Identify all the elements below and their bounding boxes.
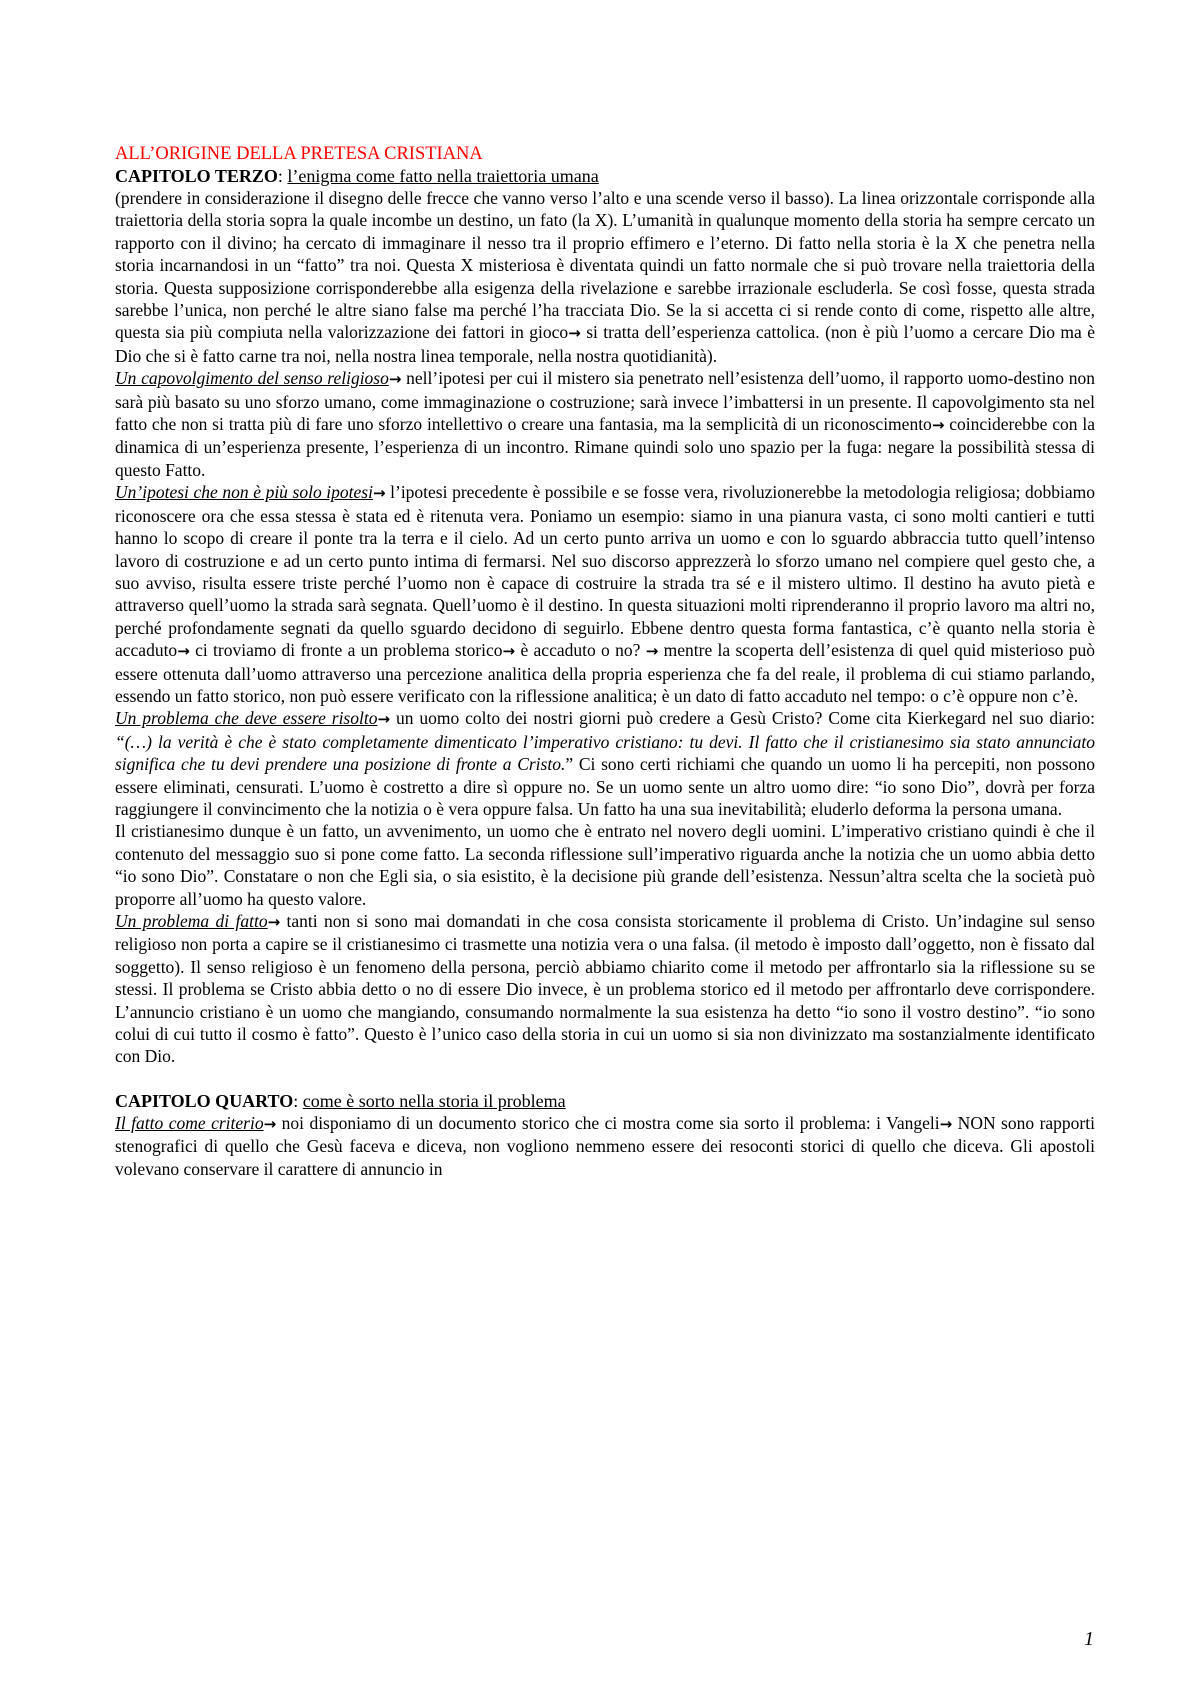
paragraph-text: NON sono rapporti stenografici di quello che Gesù faceva e diceva, non vogliono nemmeno essere dei resoconti storici di quello che diceva. Gli apostoli volevano conservare il carattere di annuncio in	[115, 1112, 1095, 1179]
chapter-four-heading	[115, 1090, 1095, 1112]
arrow-icon: →	[939, 1114, 953, 1133]
arrow-icon: →	[568, 324, 581, 343]
chapter-separator: :	[277, 166, 288, 186]
paragraph-text: mentre la scoperta dell’esistenza di quel quid misterioso può essere ottenuta dall’uomo attraverso una percezione analitica della propria esperienza che fa del reale, il problema di cui stiamo parlando, essendo un fatto storico, non può essere verificato con la riflessione analitica; è un dato di fatto accaduto nel tempo: o c’è oppure non c’è.	[115, 640, 1095, 706]
page-number: 1	[1084, 1628, 1094, 1650]
paragraph-text: ” Ci sono certi richiami che quando un uomo li ha percepiti, non possono essere eliminati, censurati. L’uomo è costretto a dire sì oppure no. Se un uomo sente un altro uomo dire: “io sono Dio”, dovrà per forza raggiungere il convincimento che la notizia o è vera oppure falsa. Un fatto ha una sua inevitabilità; eluderlo deforma la persona umana.	[115, 754, 1095, 819]
paragraph-text: (prendere in considerazione il disegno delle frecce che vanno verso l’alto e una scende verso il basso). La linea orizzontale corrisponde alla traiettoria della storia sopra la quale incombe un destino, un fato (la X). L’umanità in qualunque momento della storia ha sempre cercato un rapporto con il divino; ha cercato di immaginare il nesso tra il proprio effimero e l’eterno. Di fatto nella storia è la X che penetra nella storia incarnandosi in un “fatto” tra noi. Questa X misteriosa è diventata quindi un fatto normale che si può trovare nella traiettoria della storia. Questa supposizione corrisponderebbe alla esigenza della rivelazione e sarebbe irrazionale escluderla. Se così fosse, questa strada sarebbe l’unica, non perché le altre siano false ma perché l’ha tracciata Dio. Se la si accetta ci si rende conto di come, rispetto alle altre, questa sia più compiuta nella valorizzazione dei fattori in gioco	[115, 188, 1095, 343]
arrow-icon: →	[502, 642, 516, 661]
section-fatto-criterio	[115, 1112, 1095, 1180]
arrow-icon: →	[388, 370, 402, 389]
chapter-subtitle: l’enigma come fatto nella traiettoria umana	[287, 166, 599, 186]
paragraph-text: tanti non si sono mai domandati in che cosa consista storicamente il problema di Cristo. Un’indagine sul senso religioso non porta a capire se il cristianesimo ci trasmette una notizia vera o una falsa. (il metodo è imposto dall’oggetto, non è fissato dal soggetto). Il senso religioso è un fenomeno della persona, perciò abbiamo chiarito come il metodo per affrontarlo sia la riflessione su se stessi. Il problema se Cristo abbia detto o no di essere Dio invece, è un problema storico ed il metodo per affrontarlo deve corrispondere. L’annuncio cristiano è un uomo che mangiando, consumando normalmente la sua esistenza ha detto “io sono il vostro destino”. “io sono colui di cui tutto il cosmo è fatto”. Questo è l’unico caso della storia in cui un uomo si sia non divinizzato ma sostanzialmente identificato con Dio.	[115, 911, 1096, 1067]
arrow-icon: →	[931, 416, 945, 435]
chapter-label: CAPITOLO QUARTO	[115, 1090, 294, 1111]
kierkegaard-quote: “(…) la verità è che è stato completamente dimenticato l’imperativo cristiano: tu devi. Il fatto che il cristianesimo sia stato annunciato significa che tu devi prendere una posizione di fronte a Cristo.	[115, 731, 1095, 775]
paragraph-text: si tratta dell’esperienza cattolica. (non è più l’uomo a cercare Dio ma è Dio che si è fatto carne tra noi, nella nostra linea temporale, nella nostra quotidianità).	[115, 322, 1095, 366]
paragraph-text: un uomo colto dei nostri giorni può credere a Gesù Cristo? Come cita Kierkegard nel suo diario:	[390, 708, 1096, 729]
arrow-icon: →	[645, 642, 659, 661]
section-heading: Un problema che deve essere risolto	[115, 708, 378, 729]
paragraph-text: è accaduto o no?	[515, 640, 646, 661]
arrow-icon: →	[267, 913, 281, 931]
paragraph-text: coinciderebbe con la dinamica di un’esperienza presente, l’esperienza di un incontro. Rimane quindi solo uno spazio per la fuga: negare la possibilità stessa di questo Fatto.	[115, 414, 1095, 480]
section-heading: Un capovolgimento del senso religioso	[115, 368, 389, 389]
section-ipotesi	[115, 481, 1095, 707]
chapter-three-heading	[115, 165, 1095, 187]
arrow-icon: →	[263, 1114, 277, 1133]
paragraph-text: ci troviamo di fronte a un problema storico	[189, 640, 503, 661]
chapter-separator: :	[293, 1090, 303, 1111]
arrow-icon: →	[177, 642, 190, 661]
chapter-label: CAPITOLO TERZO	[115, 166, 278, 186]
section-heading: Un problema di fatto	[115, 911, 268, 931]
paragraph-text: nell’ipotesi per cui il mistero sia penetrato nell’esistenza dell’uomo, il rapporto uomo-destino non sarà più basato su uno sforzo umano, come immaginazione o costruzione; sarà invece l’imbattersi in un presente. Il capovolgimento sta nel fatto che non si tratta più di fare uno sforzo intellettivo o creare una fantasia, ma la semplicità di un riconoscimento	[115, 368, 1095, 435]
chapter-subtitle: come è sorto nella storia il problema	[302, 1090, 566, 1111]
paragraph-cristianesimo-fatto: Il cristianesimo dunque è un fatto, un avvenimento, un uomo che è entrato nel novero degli uomini. L’imperativo cristiano quindi è che il contenuto del messaggio suo si pone come fatto. La seconda riflessione sull’imperativo riguarda anche la notizia che un uomo abbia detto “io sono Dio”. Constatare o non che Egli sia, o sia esistito, è la decisione più grande dell’esistenza. Nessun’altra scelta che la società può proporre all’uomo ha questo valore.	[115, 821, 1095, 909]
section-heading: Il fatto come criterio	[115, 1112, 264, 1133]
paragraph-text: l’ipotesi precedente è possibile e se fosse vera, rivoluzionerebbe la metodologia religiosa; dobbiamo riconoscere ora che essa stessa è stata ed è ritenuta vera. Poniamo un esempio: siamo in una pianura vasta, ci sono molti cantieri e tutti hanno lo scopo di creare il ponte tra la terra e il cielo. Ad un certo punto arriva un uomo e con lo sguardo abbraccia tutto quell’intenso lavoro di costruzione e ad un certo punto intima di fermarsi. Nel suo discorso apprezzerà lo sforzo umano nel compiere quel gesto che, a suo avviso, risulta essere triste perché l’uomo non è capace di costruire la strada tra sé e il mistero ultimo. Il destino ha avuto pietà e attraverso quell’uomo la strada sarà segnata. Quell’uomo è il destino. In questa situazioni molti riprenderanno il proprio lavoro ma altri no, perché profondamente segnati da quello sguardo decidono di seguirlo. Ebbene dentro questa forma fantastica, c’è quanto nella storia è accaduto	[115, 482, 1095, 661]
paragraph-spacer	[115, 1068, 1095, 1090]
paragraph-text: noi disponiamo di un documento storico che ci mostra come sia sorto il problema: i Vangeli	[276, 1112, 940, 1133]
section-capovolgimento	[115, 367, 1095, 481]
section-heading: Un’ipotesi che non è più solo ipotesi	[115, 482, 373, 503]
intro-paragraph	[115, 187, 1095, 367]
arrow-icon: →	[372, 484, 386, 503]
section-problema-fatto	[115, 910, 1095, 1068]
section-problema-risolto	[115, 707, 1095, 820]
document-body	[115, 143, 1095, 1180]
document-title: ALL’ORIGINE DELLA PRETESA CRISTIANA	[115, 144, 483, 164]
arrow-icon: →	[377, 710, 391, 729]
